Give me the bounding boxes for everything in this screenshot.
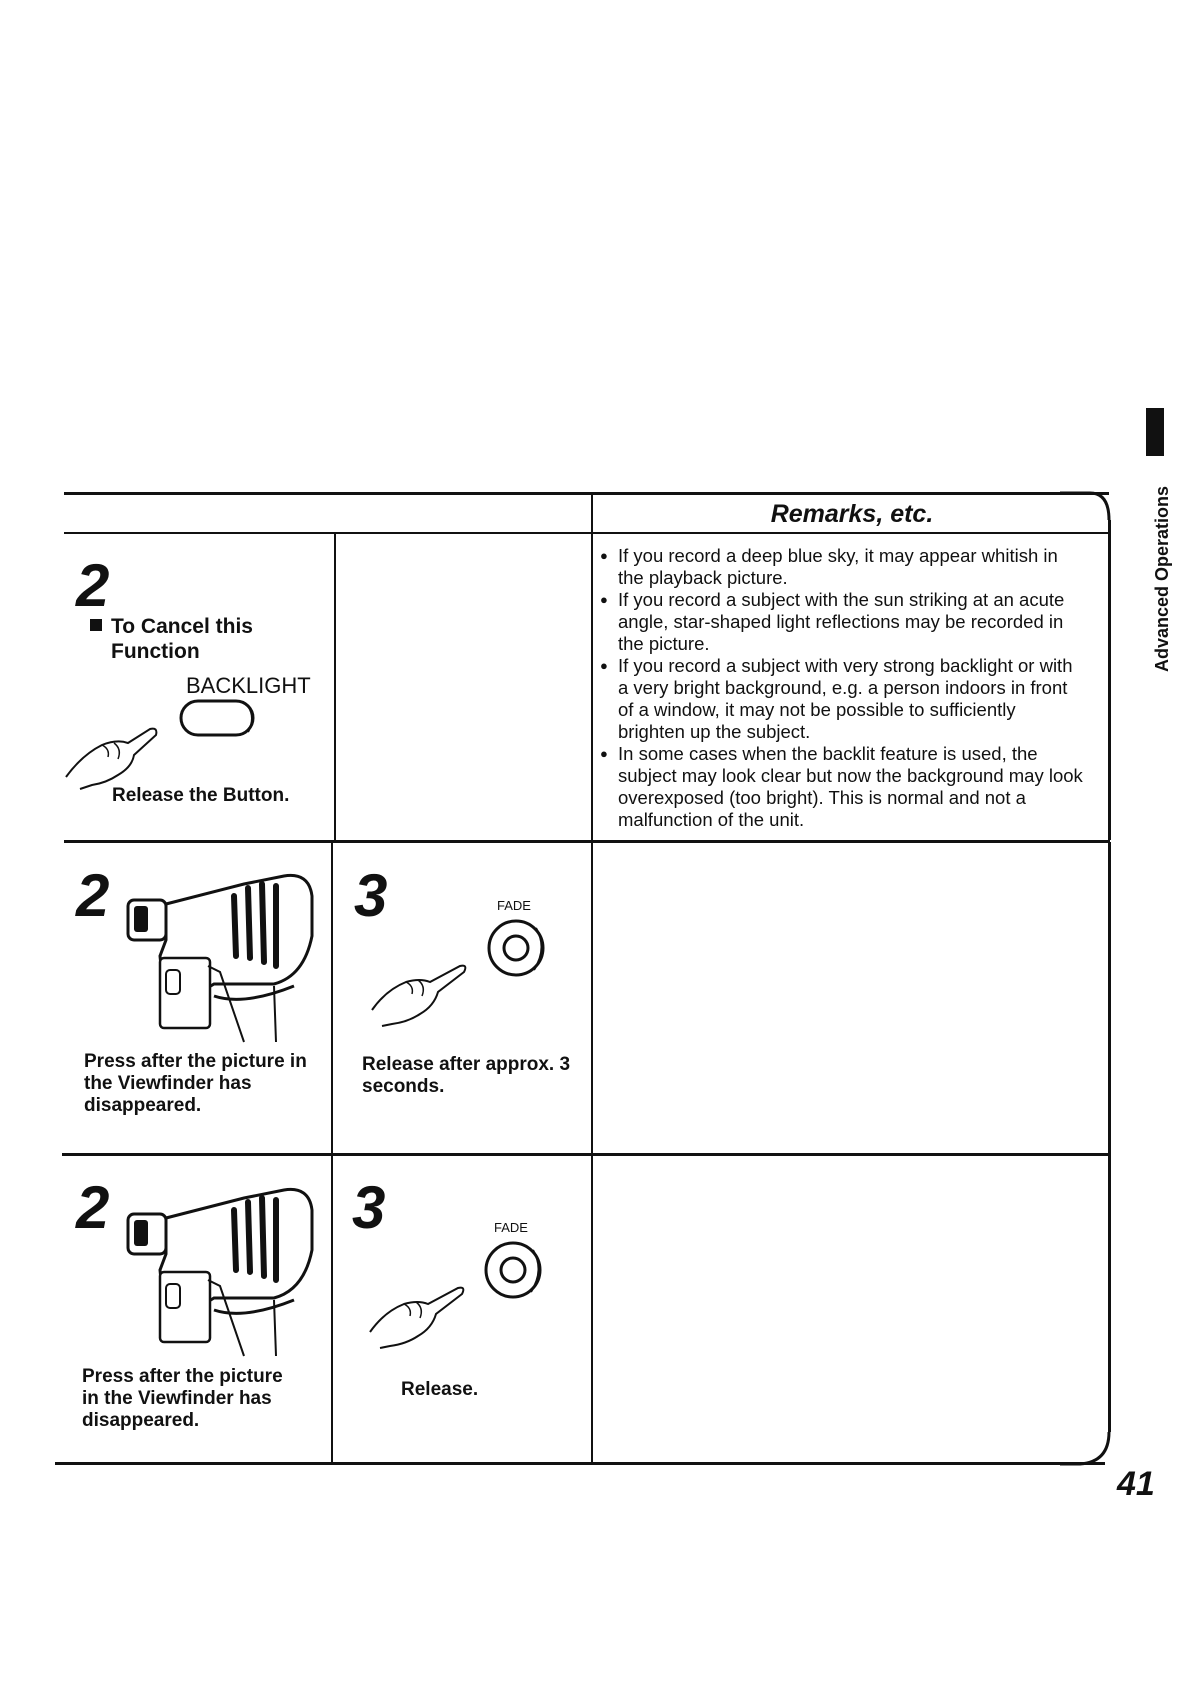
camcorder-illustration-2: [124, 1180, 324, 1380]
row2-fade-label: FADE: [497, 898, 531, 913]
header-bottom-rule: [64, 532, 1109, 534]
row2-pointing-hand-icon: [368, 960, 478, 1040]
row3-fade-label: FADE: [494, 1220, 528, 1235]
row3-pointing-hand-icon: [366, 1282, 476, 1362]
column-divider-1b: [331, 842, 333, 1464]
row1-step-number: 2: [76, 552, 110, 619]
row2-step-a-number: 2: [76, 862, 110, 929]
row2-caption-b: Release after approx. 3 seconds.: [362, 1054, 571, 1097]
remark-item: ● In some cases when the backlit feature is used, the subject may look clear but now the background may look overexposed (too bright). This is normal and not a malfunction of the unit.: [600, 743, 1085, 831]
row3-step-a-number: 2: [76, 1174, 110, 1241]
remark-item: ● If you record a deep blue sky, it may appear whitish in the playback picture.: [600, 545, 1085, 589]
side-tab-label: Advanced Operations: [1152, 485, 1172, 672]
page-number: 41: [1117, 1465, 1155, 1503]
remark-item: ● If you record a subject with the sun striking at an acute angle, star-shaped light reflections may be recorded in the picture.: [600, 589, 1085, 655]
row1-bottom-rule: [64, 840, 1110, 843]
row1-heading-line2: Function: [111, 640, 200, 663]
table-top-rule: [64, 492, 1109, 495]
column-divider-2: [591, 494, 593, 1464]
remarks-title: Remarks, etc.: [770, 500, 934, 528]
column-divider-1: [334, 532, 336, 842]
backlight-button-icon: [178, 698, 258, 740]
bottom-right-corner: [1060, 1432, 1109, 1464]
table-bottom-rule: [55, 1462, 1105, 1465]
row2-caption-a: Press after the picture in the Viewfinder has disappeared.: [84, 1051, 307, 1116]
row3-caption-b: Release.: [401, 1379, 479, 1400]
row1-heading: [111, 614, 253, 664]
pointing-hand-icon: [62, 715, 162, 795]
row3-caption-a: Press after the picture in the Viewfinder has disappeared.: [82, 1366, 283, 1431]
row1-heading-bullet: [90, 619, 102, 631]
row1-caption: Release the Button.: [112, 785, 290, 806]
row1-heading-line1: To Cancel this: [111, 615, 253, 638]
row3-fade-button-icon: [483, 1240, 545, 1302]
row2-fade-button-icon: [486, 918, 548, 980]
row2-bottom-rule: [62, 1153, 1110, 1156]
side-tab-marker: [1146, 408, 1164, 456]
camcorder-illustration: [124, 866, 324, 1066]
remark-item: ● If you record a subject with very strong backlight or with a very bright background, e.g. a person indoors in front of a window, it may not be possible to sufficiently brighten up the subject.: [600, 655, 1085, 743]
row3-step-b-number: 3: [352, 1174, 386, 1241]
backlight-label: BACKLIGHT: [186, 673, 311, 698]
remarks-list: [600, 545, 1085, 831]
row2-step-b-number: 3: [354, 862, 388, 929]
